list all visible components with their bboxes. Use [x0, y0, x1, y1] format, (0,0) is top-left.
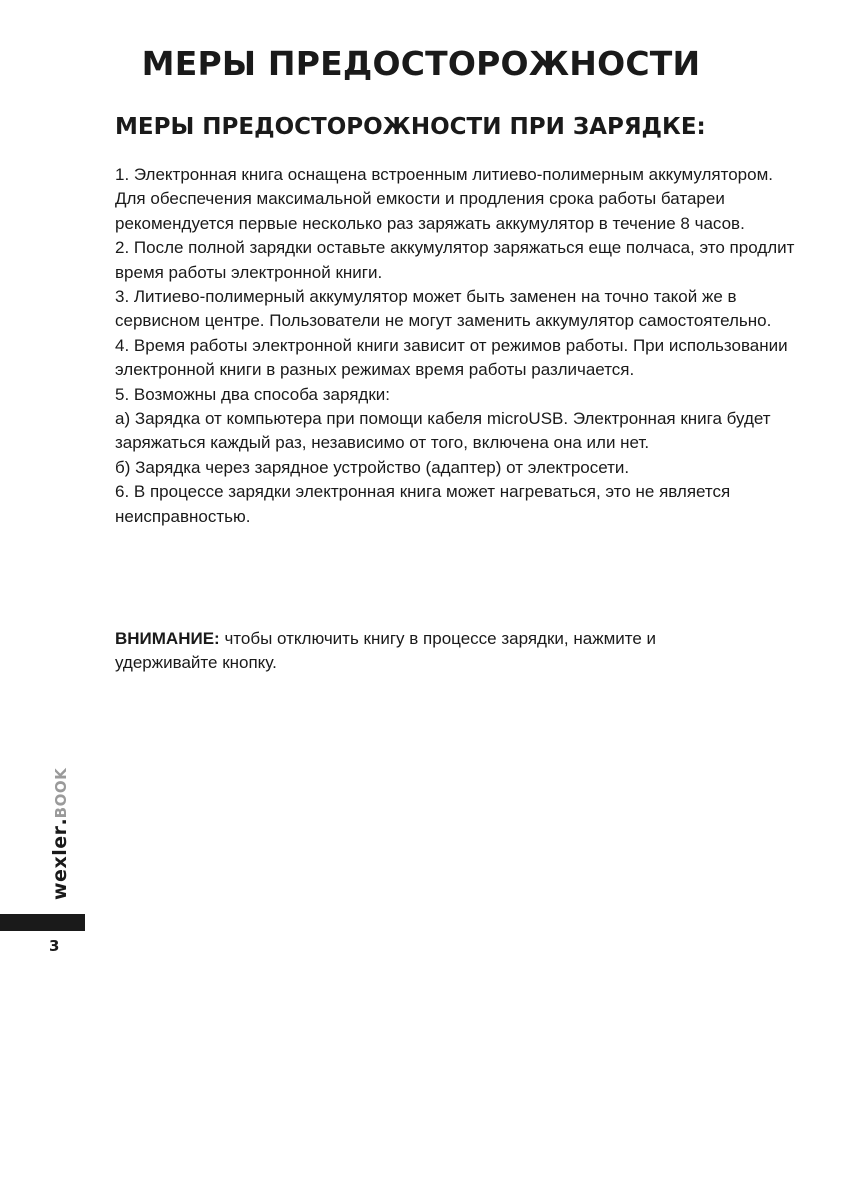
- section-heading: МЕРЫ ПРЕДОСТОРОЖНОСТИ ПРИ ЗАРЯДКЕ:: [115, 114, 706, 140]
- paragraph-3: 3. Литиево-полимерный аккумулятор может быть заменен на точно такой же в сервисном центре. Пользователи не могут заменить аккумулятор самостоятельно.: [115, 287, 772, 331]
- paragraph-5a: а) Зарядка от компьютера при помощи кабеля microUSB. Электронная книга будет заряжаться каждый раз, независимо от того, включена она или нет.: [115, 409, 771, 453]
- brand-name: wexler: [49, 825, 71, 900]
- paragraph-5: 5. Возможны два способа зарядки:: [115, 384, 391, 404]
- paragraph-6: 6. В процессе зарядки электронная книга может нагреваться, это не является неисправностью.: [115, 482, 731, 526]
- brand-product: BOOK: [52, 767, 70, 819]
- paragraph-5b: б) Зарядка через зарядное устройство (адаптер) от электросети.: [115, 457, 630, 477]
- page-number: 3: [49, 937, 60, 955]
- page-title: МЕРЫ ПРЕДОСТОРОЖНОСТИ: [141, 44, 701, 83]
- paragraph-1: 1. Электронная книга оснащена встроенным литиево-полимерным аккумулятором. Для обеспечения максимальной емкости и продления срока работы батареи рекомендуется первые несколько раз заряжать аккумулятор в течение 8 часов.: [115, 165, 774, 233]
- warning-text: чтобы отключить книгу в процессе зарядки, нажмите и удерживайте кнопку.: [115, 629, 657, 673]
- paragraph-2: 2. После полной зарядки оставьте аккумулятор заряжаться еще полчаса, это продлит время работы электронной книги.: [115, 238, 795, 282]
- paragraph-4: 4. Время работы электронной книги зависит от режимов работы. При использовании электронной книги в разных режимах время работы различается.: [115, 335, 788, 380]
- warning-label: ВНИМАНИЕ:: [115, 629, 220, 648]
- warning-note: [115, 627, 735, 676]
- body-text: [115, 163, 795, 529]
- page-marker-bar: [0, 914, 85, 931]
- brand-dot: .: [49, 818, 71, 826]
- brand-logo: [50, 768, 71, 900]
